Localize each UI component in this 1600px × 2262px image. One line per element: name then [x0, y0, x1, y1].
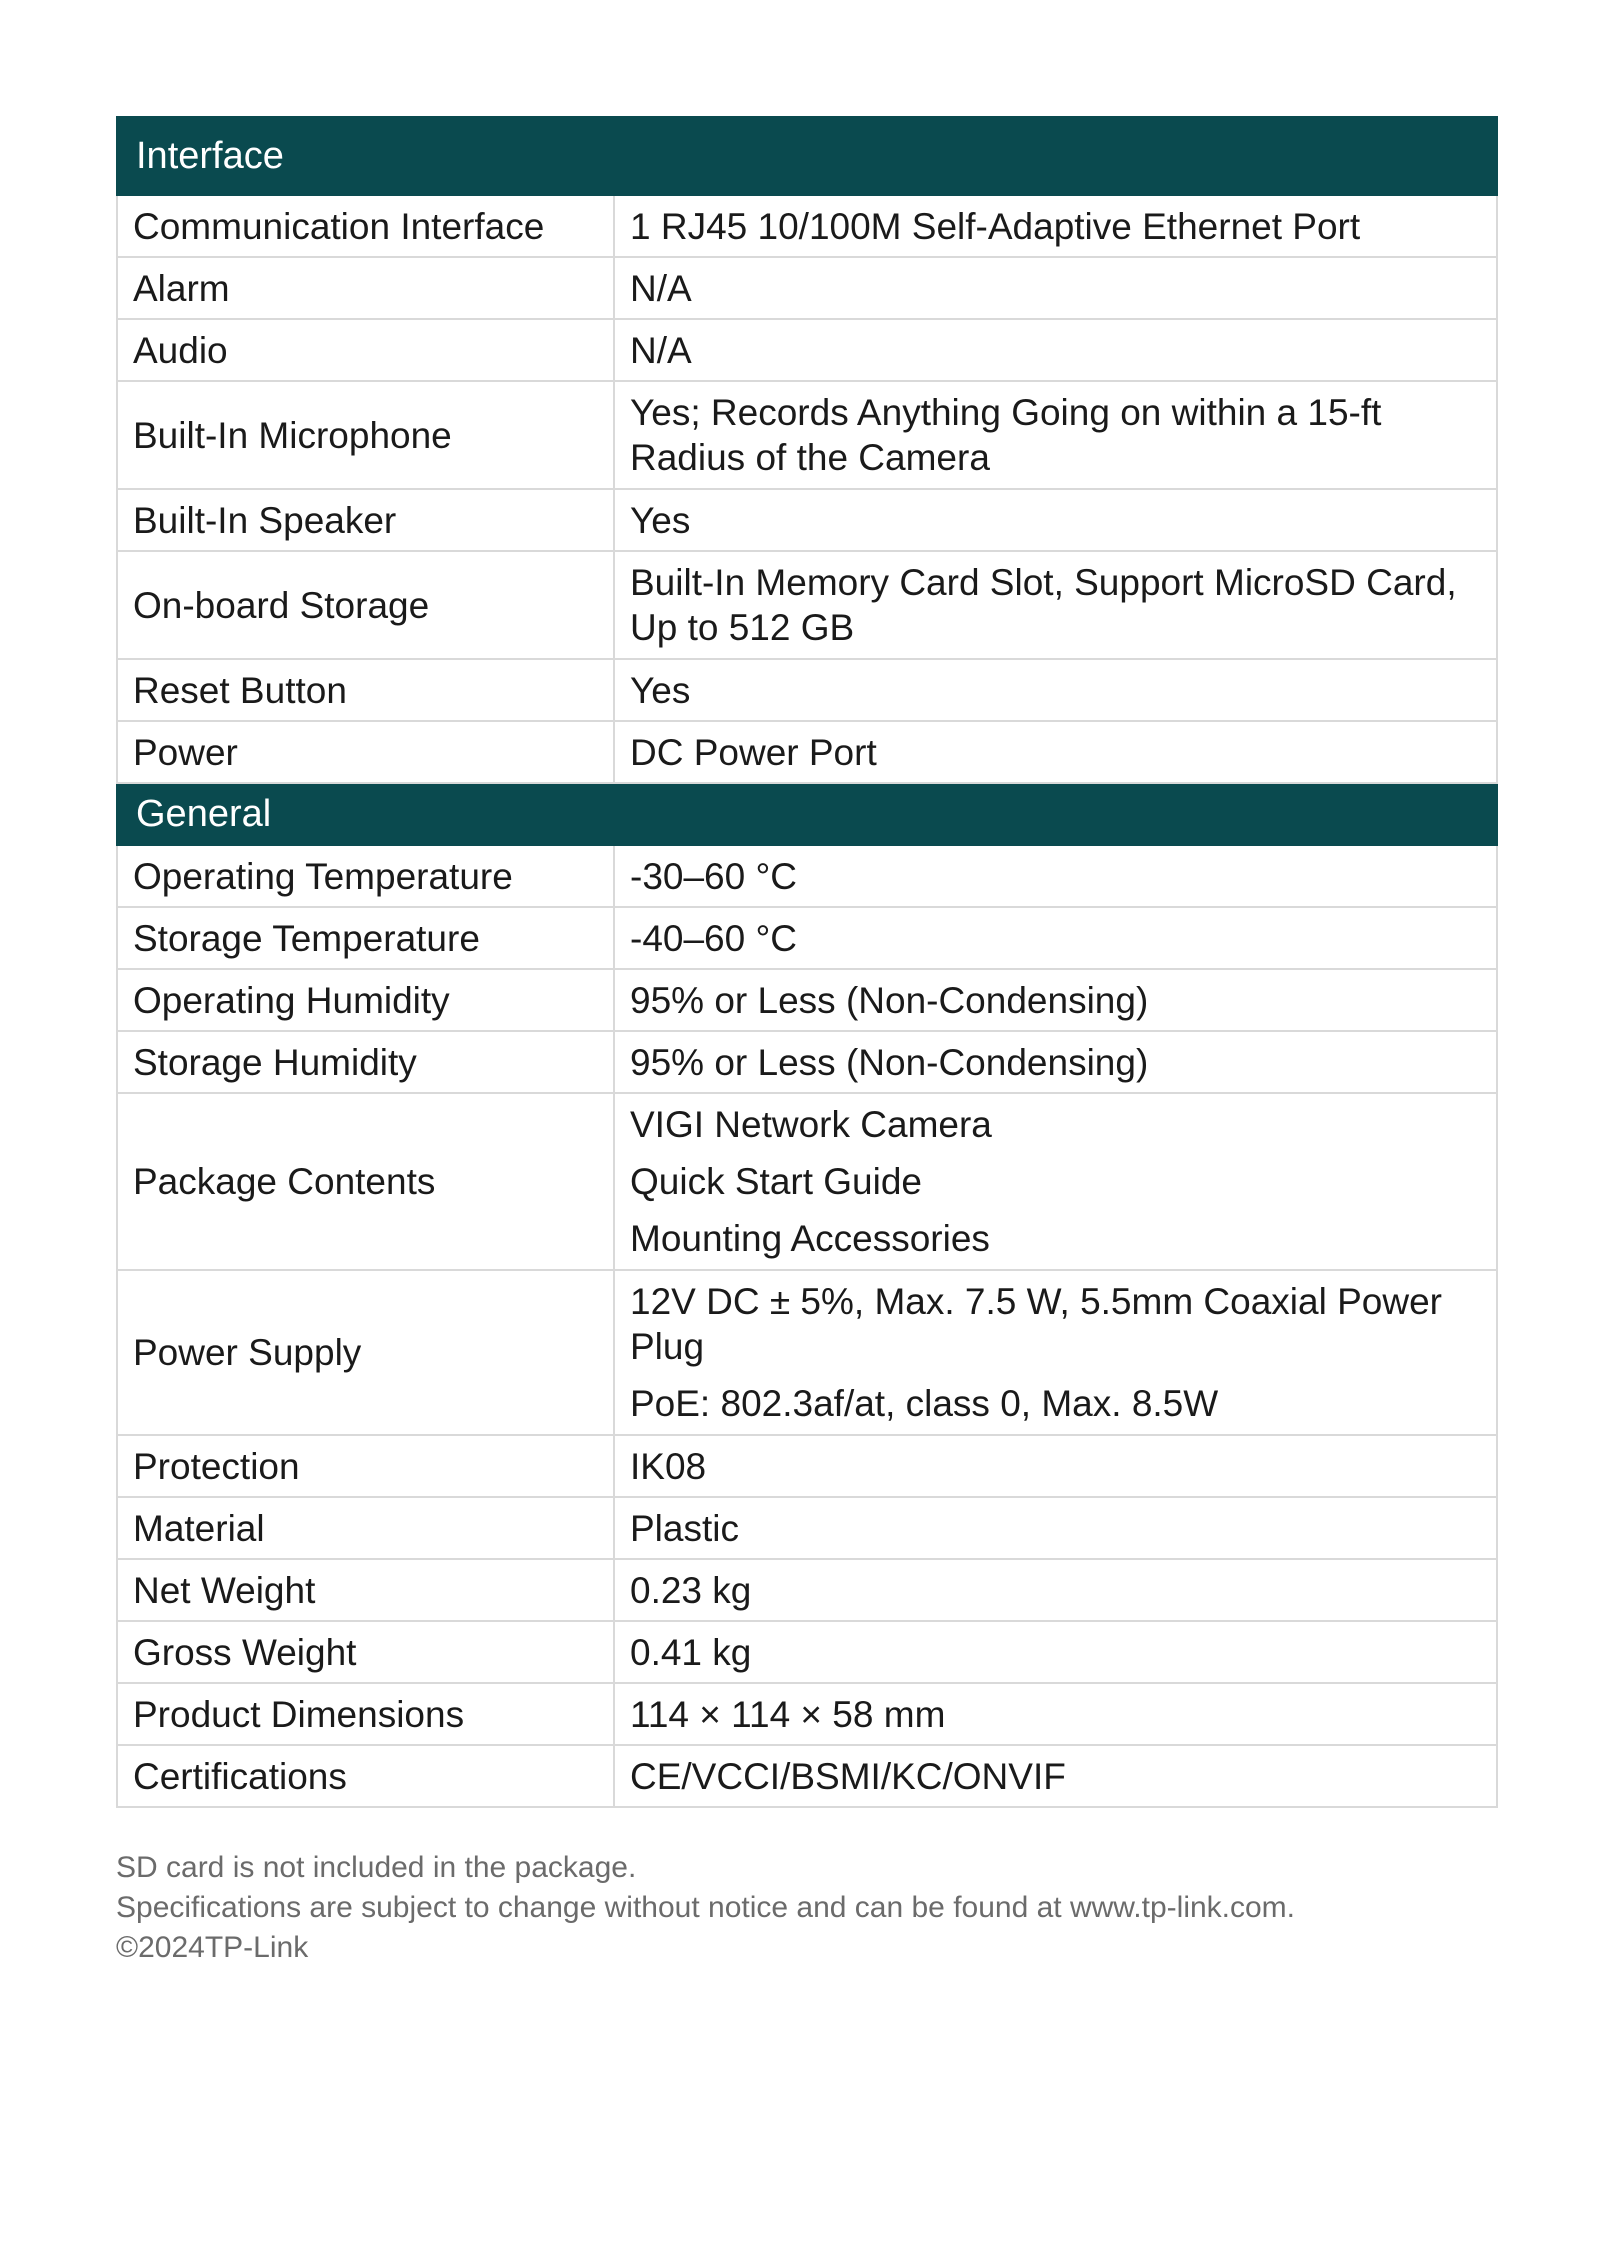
spec-value [614, 489, 1497, 551]
table-row [117, 845, 1497, 907]
spec-value-line: 114 × 114 × 58 mm [630, 1693, 946, 1735]
spec-value [614, 381, 1497, 489]
spec-value [614, 907, 1497, 969]
section-title: Interface [117, 117, 1497, 195]
section-title: General [117, 783, 1497, 845]
spec-value [614, 1435, 1497, 1497]
table-row [117, 721, 1497, 783]
spec-value [614, 1031, 1497, 1093]
section-header-interface [117, 117, 1497, 195]
footnote-sd-card: SD card is not included in the package. [116, 1851, 637, 1884]
spec-value-line: Plastic [630, 1507, 739, 1549]
spec-label: Net Weight [117, 1559, 614, 1621]
spec-value-line: IK08 [630, 1445, 707, 1487]
spec-value [614, 1559, 1497, 1621]
spec-label: Storage Humidity [117, 1031, 614, 1093]
spec-value [614, 659, 1497, 721]
section-header-general [117, 783, 1497, 845]
table-row [117, 257, 1497, 319]
spec-value [614, 257, 1497, 319]
spec-value [614, 319, 1497, 381]
spec-label: Audio [117, 319, 614, 381]
footnotes [116, 1848, 1516, 1968]
spec-label: Power Supply [117, 1270, 614, 1435]
spec-label: Gross Weight [117, 1621, 614, 1683]
spec-value [614, 1270, 1497, 1435]
spec-label: Protection [117, 1435, 614, 1497]
table-row [117, 1031, 1497, 1093]
spec-label: Storage Temperature [117, 907, 614, 969]
spec-value [614, 1497, 1497, 1559]
spec-label: On-board Storage [117, 551, 614, 659]
spec-value [614, 195, 1497, 257]
spec-value-line: Built-In Memory Card Slot, Support MicroSD Card, Up to 512 GB [630, 562, 1457, 648]
table-row [117, 489, 1497, 551]
spec-value [614, 845, 1497, 907]
table-row [117, 195, 1497, 257]
spec-value [614, 721, 1497, 783]
spec-value-line: -40–60 °C [630, 917, 798, 959]
table-row [117, 1497, 1497, 1559]
spec-value-line: 95% or Less (Non-Condensing) [630, 1041, 1149, 1083]
spec-label: Alarm [117, 257, 614, 319]
spec-value [614, 1683, 1497, 1745]
table-row [117, 551, 1497, 659]
spec-value-line: 1 RJ45 10/100M Self-Adaptive Ethernet Port [630, 205, 1361, 247]
spec-value-line: CE/VCCI/BSMI/KC/ONVIF [630, 1755, 1066, 1797]
footnote-copyright: ©2024TP-Link [116, 1931, 309, 1964]
spec-label: Operating Temperature [117, 845, 614, 907]
spec-value-line: Mounting Accessories [630, 1218, 990, 1259]
footnote-specifications: Specifications are subject to change without notice and can be found at www.tp-link.com. [116, 1891, 1296, 1924]
spec-value-line: N/A [630, 329, 692, 371]
table-row [117, 319, 1497, 381]
table-row [117, 969, 1497, 1031]
spec-value-line: Quick Start Guide [630, 1161, 923, 1202]
table-row [117, 1093, 1497, 1270]
spec-label: Certifications [117, 1745, 614, 1807]
spec-label: Built-In Microphone [117, 381, 614, 489]
spec-label: Operating Humidity [117, 969, 614, 1031]
spec-value-line: 0.41 kg [630, 1631, 752, 1673]
spec-table [116, 116, 1498, 1808]
table-row [117, 1745, 1497, 1807]
table-row [117, 907, 1497, 969]
spec-value-line: -30–60 °C [630, 855, 798, 897]
spec-label: Power [117, 721, 614, 783]
spec-value-line: Yes [630, 669, 691, 711]
table-row [117, 381, 1497, 489]
spec-value-line: 95% or Less (Non-Condensing) [630, 979, 1149, 1021]
spec-label: Built-In Speaker [117, 489, 614, 551]
spec-value-line: 12V DC ± 5%, Max. 7.5 W, 5.5mm Coaxial Power Plug [630, 1281, 1442, 1367]
table-row [117, 1559, 1497, 1621]
spec-label: Package Contents [117, 1093, 614, 1270]
spec-label: Communication Interface [117, 195, 614, 257]
spec-label: Reset Button [117, 659, 614, 721]
spec-value-line: N/A [630, 267, 692, 309]
table-row [117, 1435, 1497, 1497]
spec-value [614, 551, 1497, 659]
table-row [117, 1270, 1497, 1435]
spec-value-line: DC Power Port [630, 731, 877, 773]
spec-label: Product Dimensions [117, 1683, 614, 1745]
spec-value [614, 1745, 1497, 1807]
spec-value-line: Yes [630, 499, 691, 541]
spec-value-line: 0.23 kg [630, 1569, 752, 1611]
table-row [117, 1683, 1497, 1745]
spec-value-line: VIGI Network Camera [630, 1104, 992, 1145]
spec-label: Material [117, 1497, 614, 1559]
spec-value [614, 1093, 1497, 1270]
table-row [117, 659, 1497, 721]
spec-value [614, 969, 1497, 1031]
table-row [117, 1621, 1497, 1683]
spec-value-line: PoE: 802.3af/at, class 0, Max. 8.5W [630, 1383, 1219, 1424]
spec-table-body [117, 117, 1497, 1807]
spec-value [614, 1621, 1497, 1683]
spec-value-line: Yes; Records Anything Going on within a 15-ft Radius of the Camera [630, 392, 1382, 478]
